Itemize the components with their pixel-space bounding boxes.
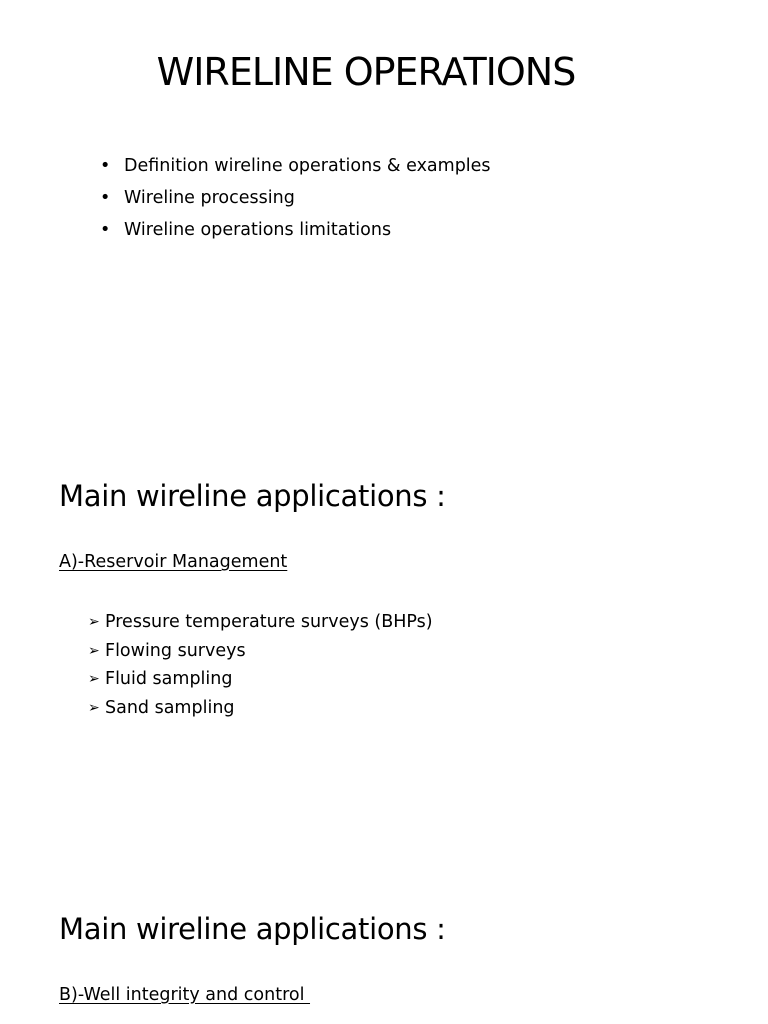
bullet-text: Wireline operations limitations (124, 220, 392, 240)
list-item (88, 665, 433, 694)
subheading-reservoir-management: A)-Reservoir Management (59, 552, 288, 572)
bullet-dot-icon: • (100, 188, 111, 208)
list-item (88, 637, 433, 666)
bullet-item (100, 182, 491, 214)
bullet-text: Definition wireline operations & examples (124, 156, 491, 176)
list-item (88, 694, 433, 723)
list-item-text: Flowing surveys (105, 640, 246, 661)
list-item-text: Pressure temperature surveys (BHPs) (105, 612, 433, 632)
bullet-dot-icon: • (100, 220, 111, 240)
arrow-bullet-icon: ➢ (88, 614, 100, 631)
section-heading-applications-2: Main wireline applications : (59, 912, 446, 946)
arrow-bullet-icon: ➢ (88, 699, 100, 716)
slide-title: WIRELINE OPERATIONS (156, 50, 576, 94)
application-list (88, 608, 433, 722)
bullet-item (100, 214, 491, 246)
list-item (88, 608, 433, 637)
topic-bullet-list (100, 150, 491, 246)
section-heading-applications: Main wireline applications : (59, 479, 446, 513)
arrow-bullet-icon: ➢ (88, 671, 100, 688)
list-item-text: Sand sampling (105, 697, 235, 718)
bullet-text: Wireline processing (124, 188, 295, 208)
list-item-text: Fluid sampling (105, 669, 233, 689)
arrow-bullet-icon: ➢ (88, 642, 100, 659)
subheading-well-integrity: B)-Well integrity and control (59, 985, 311, 1005)
bullet-item (100, 150, 491, 182)
bullet-dot-icon: • (100, 156, 111, 176)
